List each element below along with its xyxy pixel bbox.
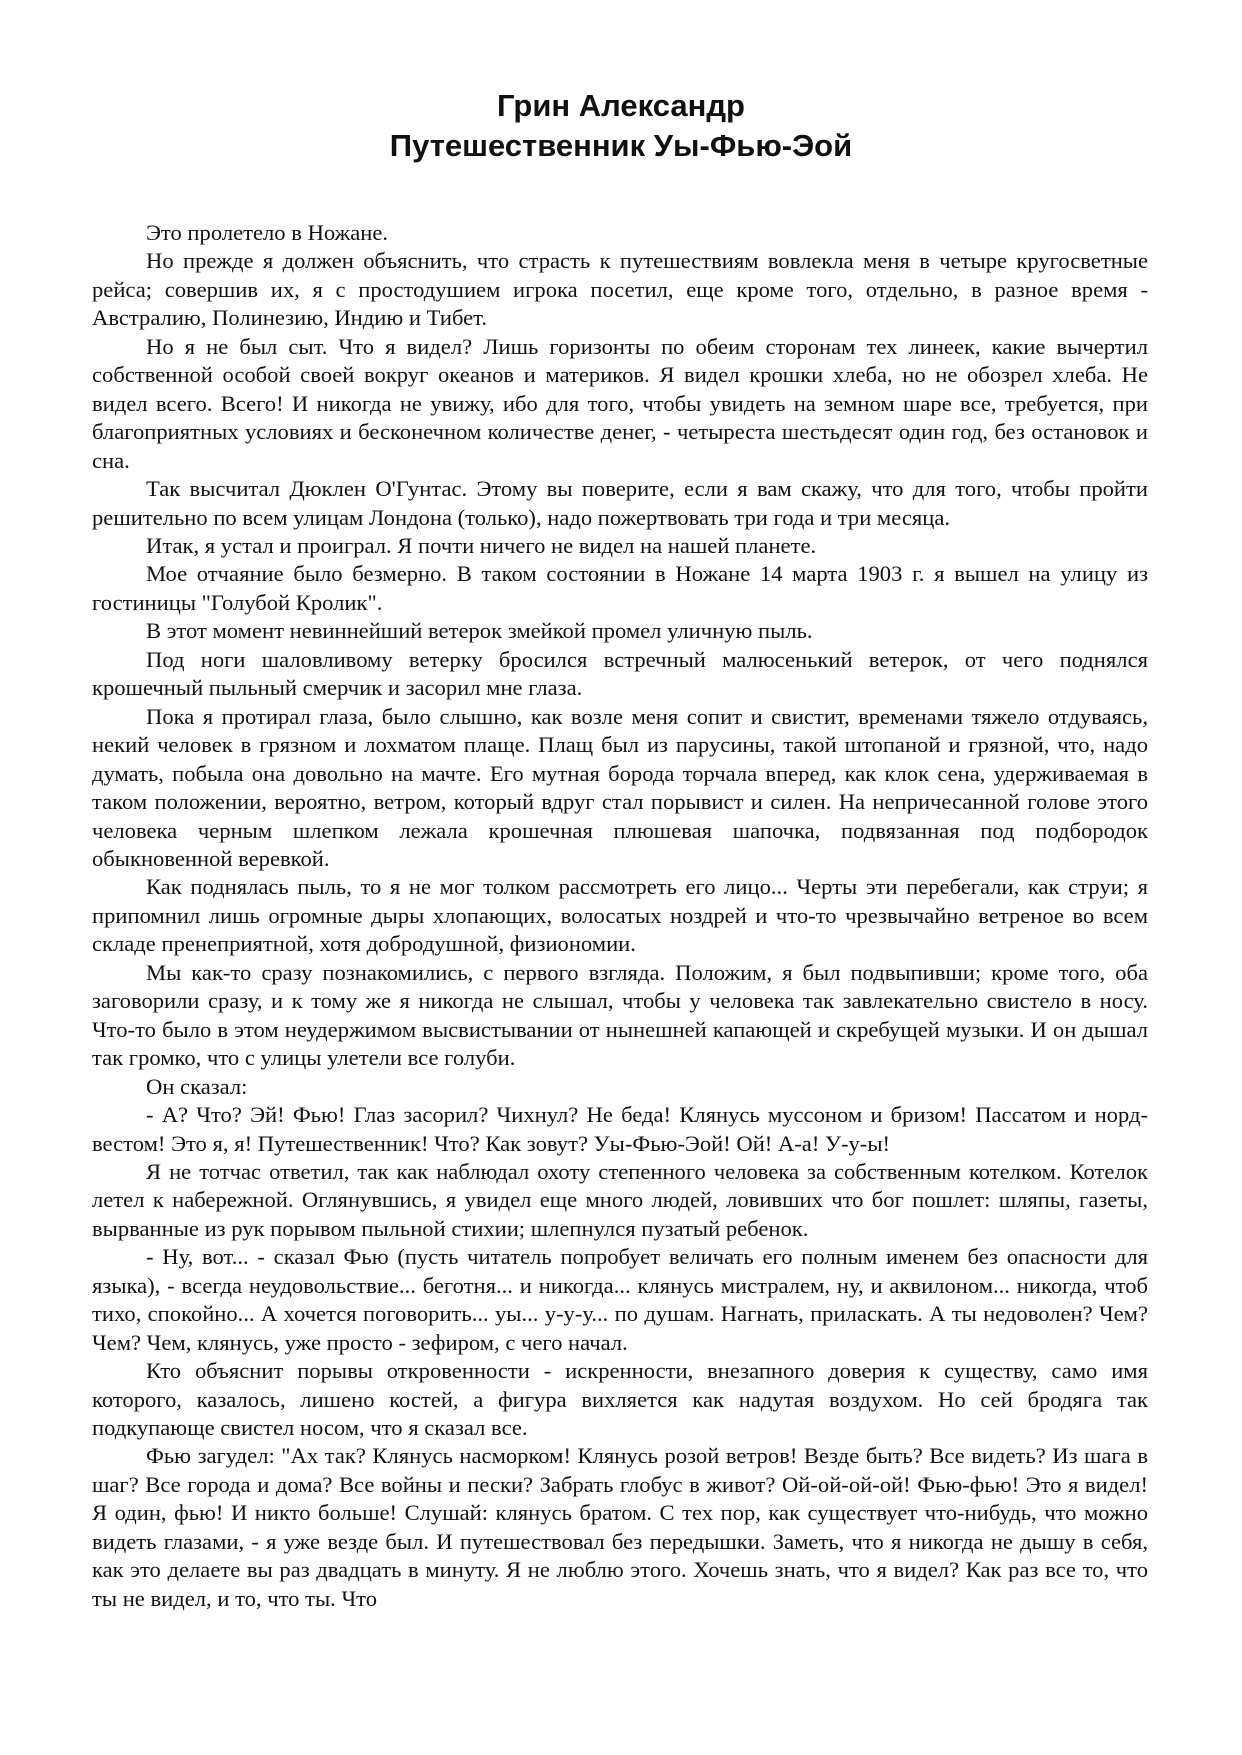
paragraph: Мое отчаяние было безмерно. В таком состоянии в Ножане 14 марта 1903 г. я вышел на улицу из гостиницы "Голубой Кролик".	[92, 561, 1148, 615]
paragraph: Итак, я устал и проиграл. Я почти ничего не видел на нашей планете.	[146, 532, 817, 558]
paragraph: Мы как-то сразу познакомились, с первого взгляда. Положим, я был подвыпивши; кроме того, оба заговорили сразу, и к тому же я никогда не слышал, чтобы у человека так завлекательно свистело в носу. Что-то было в этом неудержимом высвистывании от нынешней капающей и скребущей музыки. И он дышал так громко, что с улицы улетели все голуби.	[92, 959, 1148, 1071]
paragraph: - А? Что? Эй! Фью! Глаз засорил? Чихнул? Не беда! Клянусь муссоном и бризом! Пассатом и норд-вестом! Это я, я! Путешественник! Что? Как зовут? Уы-Фью-Эой! Ой! А-а! У-у-ы!	[92, 1102, 1148, 1156]
author-name: Грин Александр	[497, 88, 745, 123]
paragraph: Кто объяснит порывы откровенности - искренности, внезапного доверия к существу, само имя которого, казалось, лишено костей, а фигура вихляется как надутая воздухом. Но сей бродяга так подкупающе свистел носом, что я сказал все.	[92, 1358, 1148, 1441]
paragraph: Фью загудел: "Ах так? Клянусь насморком! Клянусь розой ветров! Везде быть? Все видеть? Из шага в шаг? Все города и дома? Все войны и пески? Забрать глобус в живот? Ой-ой-ой-ой! Фью-фью! Это я видел! Я один, фью! И никто больше! Слушай: клянусь братом. С тех пор, как существует что-нибудь, что можно видеть глазами, - я уже везде был. И путешествовал без передышки. Заметь, что я никогда не дышу в себя, как это делаете вы раз двадцать в минуту. Я не люблю этого. Хочешь знать, что я видел? Как раз все то, что ты не видел, и то, что ты. Что	[92, 1443, 1148, 1611]
paragraph: Но прежде я должен объяснить, что страсть к путешествиям вовлекла меня в четыре кругосветные рейса; совершив их, я с простодушием игрока посетил, еще кроме того, отдельно, в разное время - Австралию, Полинезию, Индию и Тибет.	[92, 248, 1148, 331]
paragraph: В этот момент невиннейший ветерок змейкой промел уличную пыль.	[146, 618, 813, 644]
paragraph: Как поднялась пыль, то я не мог толком рассмотреть его лицо... Черты эти перебегали, как струи; я припомнил лишь огромные дыры хлопающих, волосатых ноздрей и что-то чрезвычайно ветреное во всем складе пренеприятной, хотя добродушной, физиономии.	[92, 874, 1148, 957]
paragraph: Пока я протирал глаза, было слышно, как возле меня сопит и свистит, временами тяжело отдуваясь, некий человек в грязном и лохматом плаще. Плащ был из парусины, такой штопаной и грязной, что, надо думать, побыла она довольно на мачте. Его мутная борода торчала вперед, как клок сена, удерживаемая в таком положении, вероятно, ветром, который вдруг стал порывист и силен. На непричесанной голове этого человека черным шлепком лежала крошечная плюшевая шапочка, подвязанная под подбородок обыкновенной веревкой.	[92, 703, 1148, 871]
paragraph: Это пролетело в Ножане.	[146, 220, 389, 245]
paragraph: Под ноги шаловливому ветерку бросился встречный малюсенький ветерок, от чего поднялся крошечный пыльный смерчик и засорил мне глаза.	[92, 646, 1148, 701]
title-block	[0, 86, 1242, 166]
paragraph: - Ну, вот... - сказал Фью (пусть читатель попробует величать его полным именем без опасности для языка), - всегда неудовольствие... беготня... и никогда... клянусь мистралем, ну, и аквилоном... никогда, чтоб тихо, спокойно... А хочется поговорить... уы... у-у-у... по душам. Нагнать, приласкать. А ты недоволен? Чем? Чем? Чем, клянусь, уже просто - зефиром, с чего начал.	[92, 1244, 1148, 1355]
story-text	[92, 219, 1148, 1613]
paragraph: Он сказал:	[146, 1073, 248, 1099]
paragraph: Так высчитал Дюклен О'Гунтас. Этому вы поверите, если я вам скажу, что для того, чтобы пройти решительно по всем улицам Лондона (только), надо пожертвовать три года и три месяца.	[92, 476, 1148, 530]
paragraph: Я не тотчас ответил, так как наблюдал охоту степенного человека за собственным котелком. Котелок летел к набережной. Оглянувшись, я увидел еще много людей, ловивших что бог пошлет: шляпы, газеты, вырванные из рук порывом пыльной стихии; шлепнулся пузатый ребенок.	[92, 1158, 1148, 1241]
paragraph: Но я не был сыт. Что я видел? Лишь горизонты по обеим сторонам тех линеек, какие вычертил собственной особой своей вокруг океанов и материков. Я видел крошки хлеба, но не обозрел хлеба. Не видел всего. Всего! И никогда не увижу, ибо для того, чтобы увидеть на земном шаре все, требуется, при благоприятных условиях и бесконечном количестве денег, - четыреста шестьдесят один год, без остановок и сна.	[92, 333, 1148, 473]
story-title: Путешественник Уы-Фью-Эой	[389, 128, 853, 163]
